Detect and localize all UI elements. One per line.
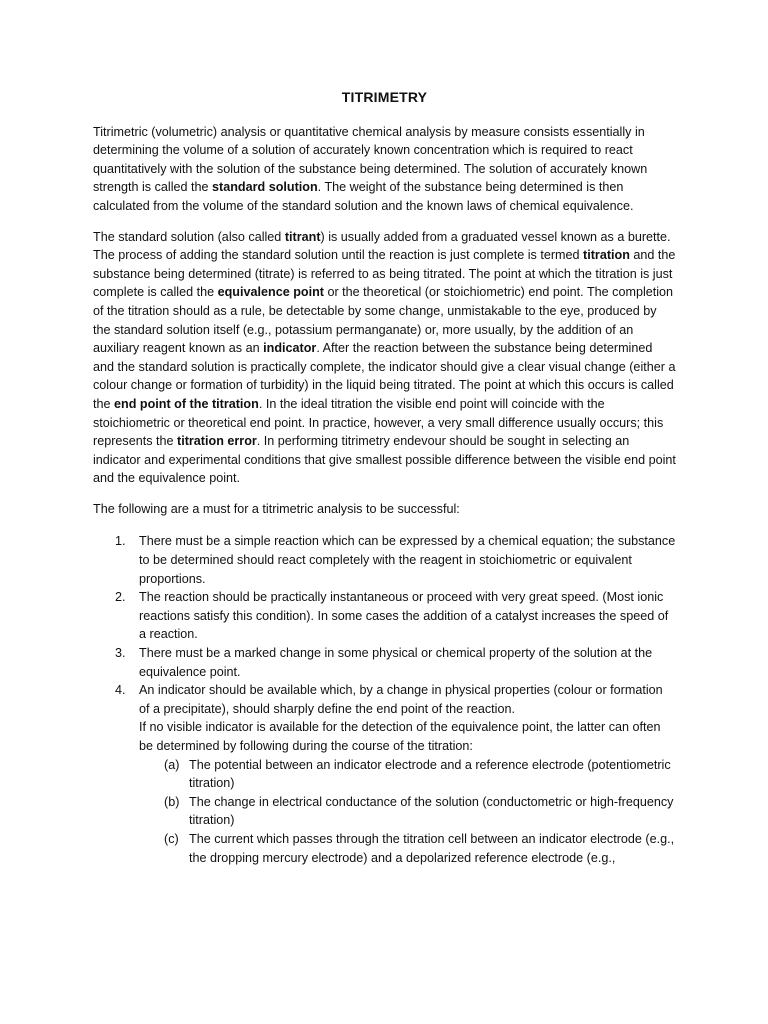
list-item-text: The reaction should be practically instantaneous or proceed with very great speed. (Most ionic reactions satisfy this condition). In some cases the addition of a catalyst increases the speed of a reaction.: [139, 590, 669, 642]
text-segment: Titrimetric (volumetric) analysis or quantitative chemical analysis by measure consists essentially in determining the volume of a solution of accurately known concentration which is required to react quantitatively with the solution of the substance being determined. The solution of accurately known strength is called the: [93, 124, 648, 195]
sub-list-item: [139, 756, 676, 793]
list-item: [93, 588, 676, 644]
bold-term: titration error: [177, 434, 257, 449]
list-item-text: An indicator should be available which, by a change in physical properties (colour or formation of a precipitate), should sharply define the end point of the reaction.: [139, 683, 663, 716]
text-segment: . In the ideal titration the visible end point will coincide with the stoichiometric or theoretical end point. In practice, however, a very small difference usually occurs; this represents the: [93, 396, 664, 449]
document-title: TITRIMETRY: [341, 89, 428, 105]
text-segment: . In performing titrimetry endevour should be sought in selecting an indicator and experimental conditions that give smallest possible difference between the visible end point and the equivalence point.: [93, 434, 676, 486]
paragraph: [93, 123, 676, 216]
text-segment: . After the reaction between the substance being determined and the standard solution is practically complete, the indicator should give a clear visual change (either a colour change or formation of turbidity) in the liquid being titrated. The point at which this occurs is called the: [93, 341, 676, 411]
bold-term: end point of the titration: [114, 396, 259, 411]
list-item: [93, 644, 676, 681]
list-item-number: 4.: [115, 683, 126, 698]
text-segment: and the substance being determined (titrate) is referred to as being titrated. The point at which the titration is just complete is called the: [93, 248, 676, 300]
text-segment: . The weight of the substance being determined is then calculated from the volume of the standard solution and the known laws of chemical equivalence.: [93, 180, 634, 213]
sub-list-item-label: (c): [164, 831, 179, 846]
text-segment: The standard solution (also called: [93, 229, 285, 244]
sub-list-item-label: (b): [164, 794, 180, 809]
text-segment: The following are a must for a titrimetric analysis to be successful:: [93, 501, 460, 516]
paragraph: [93, 500, 676, 519]
list-item-continuation: If no visible indicator is available for the detection of the equivalence point, the latter can often be determined by following during the course of the titration:: [139, 720, 661, 753]
list-item-text: There must be a marked change in some physical or chemical property of the solution at the equivalence point.: [139, 646, 653, 679]
list-item-text: There must be a simple reaction which can be expressed by a chemical equation; the substance to be determined should react completely with the reagent in stoichiometric or equivalent proportions.: [139, 534, 676, 586]
bold-term: indicator: [263, 341, 317, 356]
requirements-list: [93, 532, 676, 867]
bold-term: titration: [583, 248, 630, 263]
bold-term: equivalence point: [217, 285, 324, 300]
sub-list-item-label: (a): [164, 757, 180, 772]
document-page: [93, 88, 676, 867]
text-segment: ) is usually added from a graduated vessel known as a burette. The process of adding the standard solution until the reaction is just complete is termed: [93, 229, 671, 263]
sub-list-item: [139, 830, 676, 867]
list-item: [93, 532, 676, 588]
bold-term: titrant: [284, 229, 321, 244]
paragraph: [93, 228, 676, 488]
sub-list-item-text: The change in electrical conductance of the solution (conductometric or high-frequency titration): [189, 794, 674, 828]
bold-term: standard solution: [212, 180, 318, 195]
sub-list: [139, 756, 676, 868]
sub-list-item: [139, 793, 676, 830]
sub-list-item-text: The potential between an indicator electrode and a reference electrode (potentiometric titration): [189, 757, 671, 791]
list-item-number: 1.: [115, 534, 126, 549]
text-segment: or the theoretical (or stoichiometric) end point. The completion of the titration should as a rule, be detectable by some change, unmistakable to the eye, produced by the standard solution itself (e.g., potassium permanganate) or, more usually, by the addition of an auxiliary reagent known as an: [93, 285, 674, 356]
list-item-number: 2.: [115, 590, 126, 605]
paragraphs: [93, 123, 676, 519]
list-item: [93, 681, 676, 867]
list-item-number: 3.: [115, 646, 126, 661]
sub-list-item-text: The current which passes through the titration cell between an indicator electrode (e.g., the dropping mercury electrode) and a depolarized reference electrode (e.g.,: [189, 831, 675, 865]
